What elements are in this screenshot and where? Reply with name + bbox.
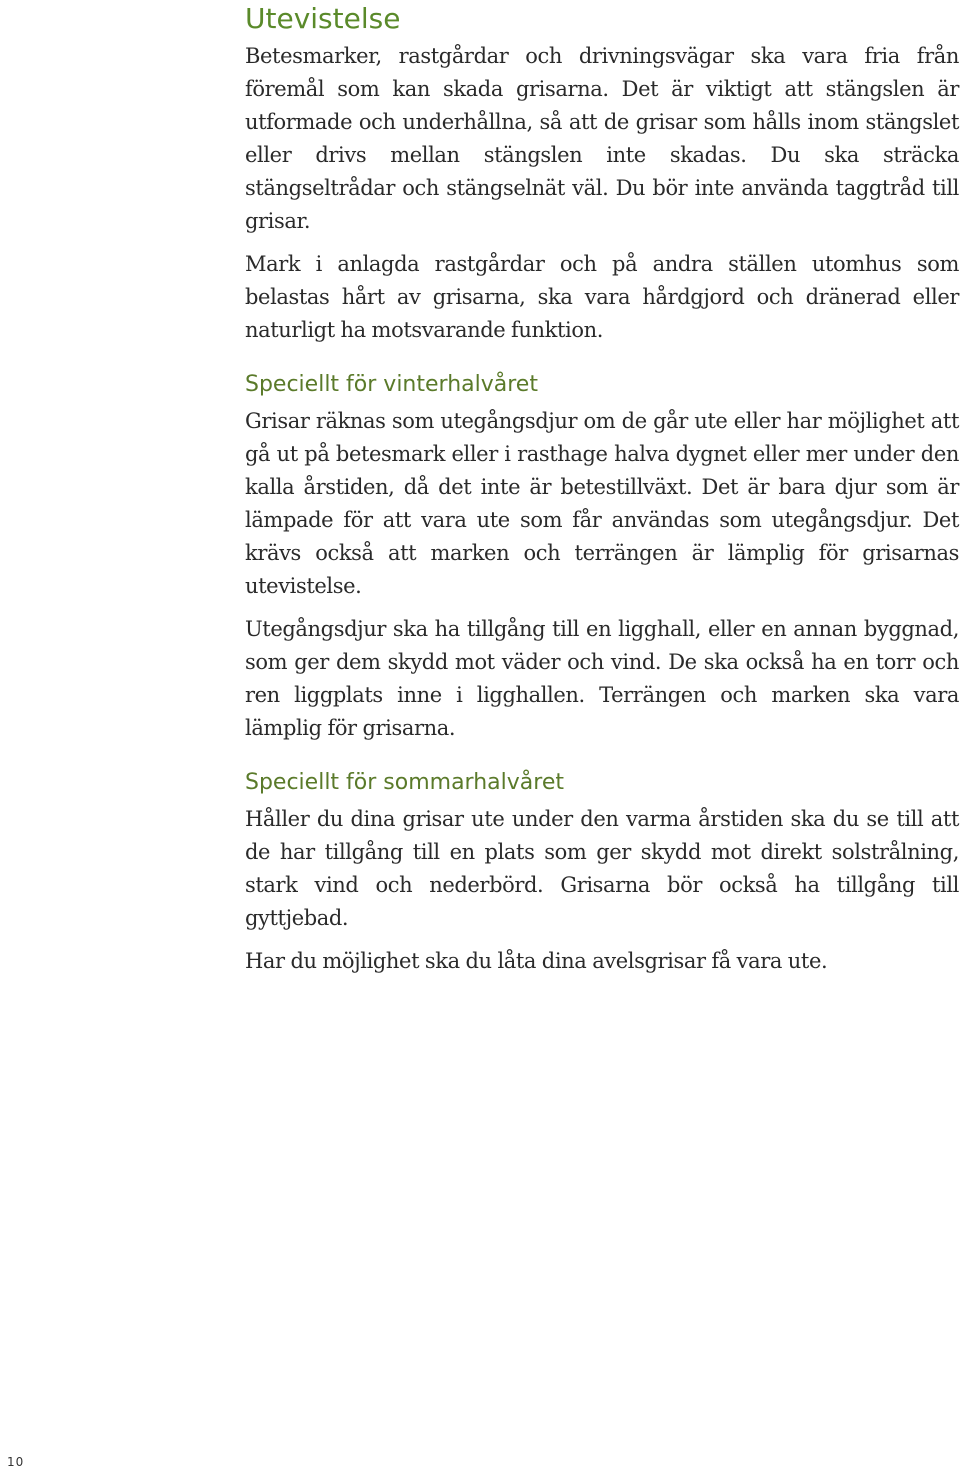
paragraph-summer-protection: Håller du dina grisar ute under den varma årstiden ska du se till att de har tillgång till en plats som ger skydd mot direkt solstrålning, stark vind och nederbörd. Grisarna bör också ha tillgång till gyttjebad. — [245, 807, 959, 930]
section-heading-utevistelse: Utevistelse — [245, 2, 401, 35]
section-heading-summer: Speciellt för sommarhalvåret — [245, 770, 564, 795]
paragraph-shelter: Utegångsdjur ska ha tillgång till en ligghall, eller en annan byggnad, som ger dem skydd mot väder och vind. De ska också ha en torr och ren liggplats inne i ligghallen. Terrängen och marken ska vara lämplig för grisarna. — [245, 617, 959, 740]
paragraph-ground: Mark i anlagda rastgårdar och på andra ställen utomhus som belastas hårt av grisarna, ska vara hårdgjord och dränerad eller naturligt ha motsvarande funktion. — [245, 252, 959, 342]
paragraph-breeding-pigs: Har du möjlighet ska du låta dina avelsgrisar få vara ute. — [245, 949, 828, 973]
page-content — [245, 0, 959, 978]
paragraph-fences: Betesmarker, rastgårdar och drivningsvägar ska vara fria från föremål som kan skada grisarna. Det är viktigt att stängslen är utformade och underhållna, så att de grisar som hålls inom stängslet eller drivs mellan stängslen inte skadas. Du ska sträcka stängseltrådar och stängselnät väl. Du bör inte använda taggtråd till grisar. — [245, 44, 959, 233]
section-heading-winter: Speciellt för vinterhalvåret — [245, 372, 538, 397]
paragraph-outdoor-animals: Grisar räknas som utegångsdjur om de går ute eller har möjlighet att gå ut på betesmark eller i rasthage halva dygnet eller mer under den kalla årstiden, då det inte är betestillväxt. Det är bara djur som är lämpade för att vara ute som får användas som utegångsdjur. Det krävs också att marken och terrängen är lämplig för grisarnas utevistelse. — [245, 409, 959, 598]
page-number: 10 — [7, 1455, 25, 1469]
